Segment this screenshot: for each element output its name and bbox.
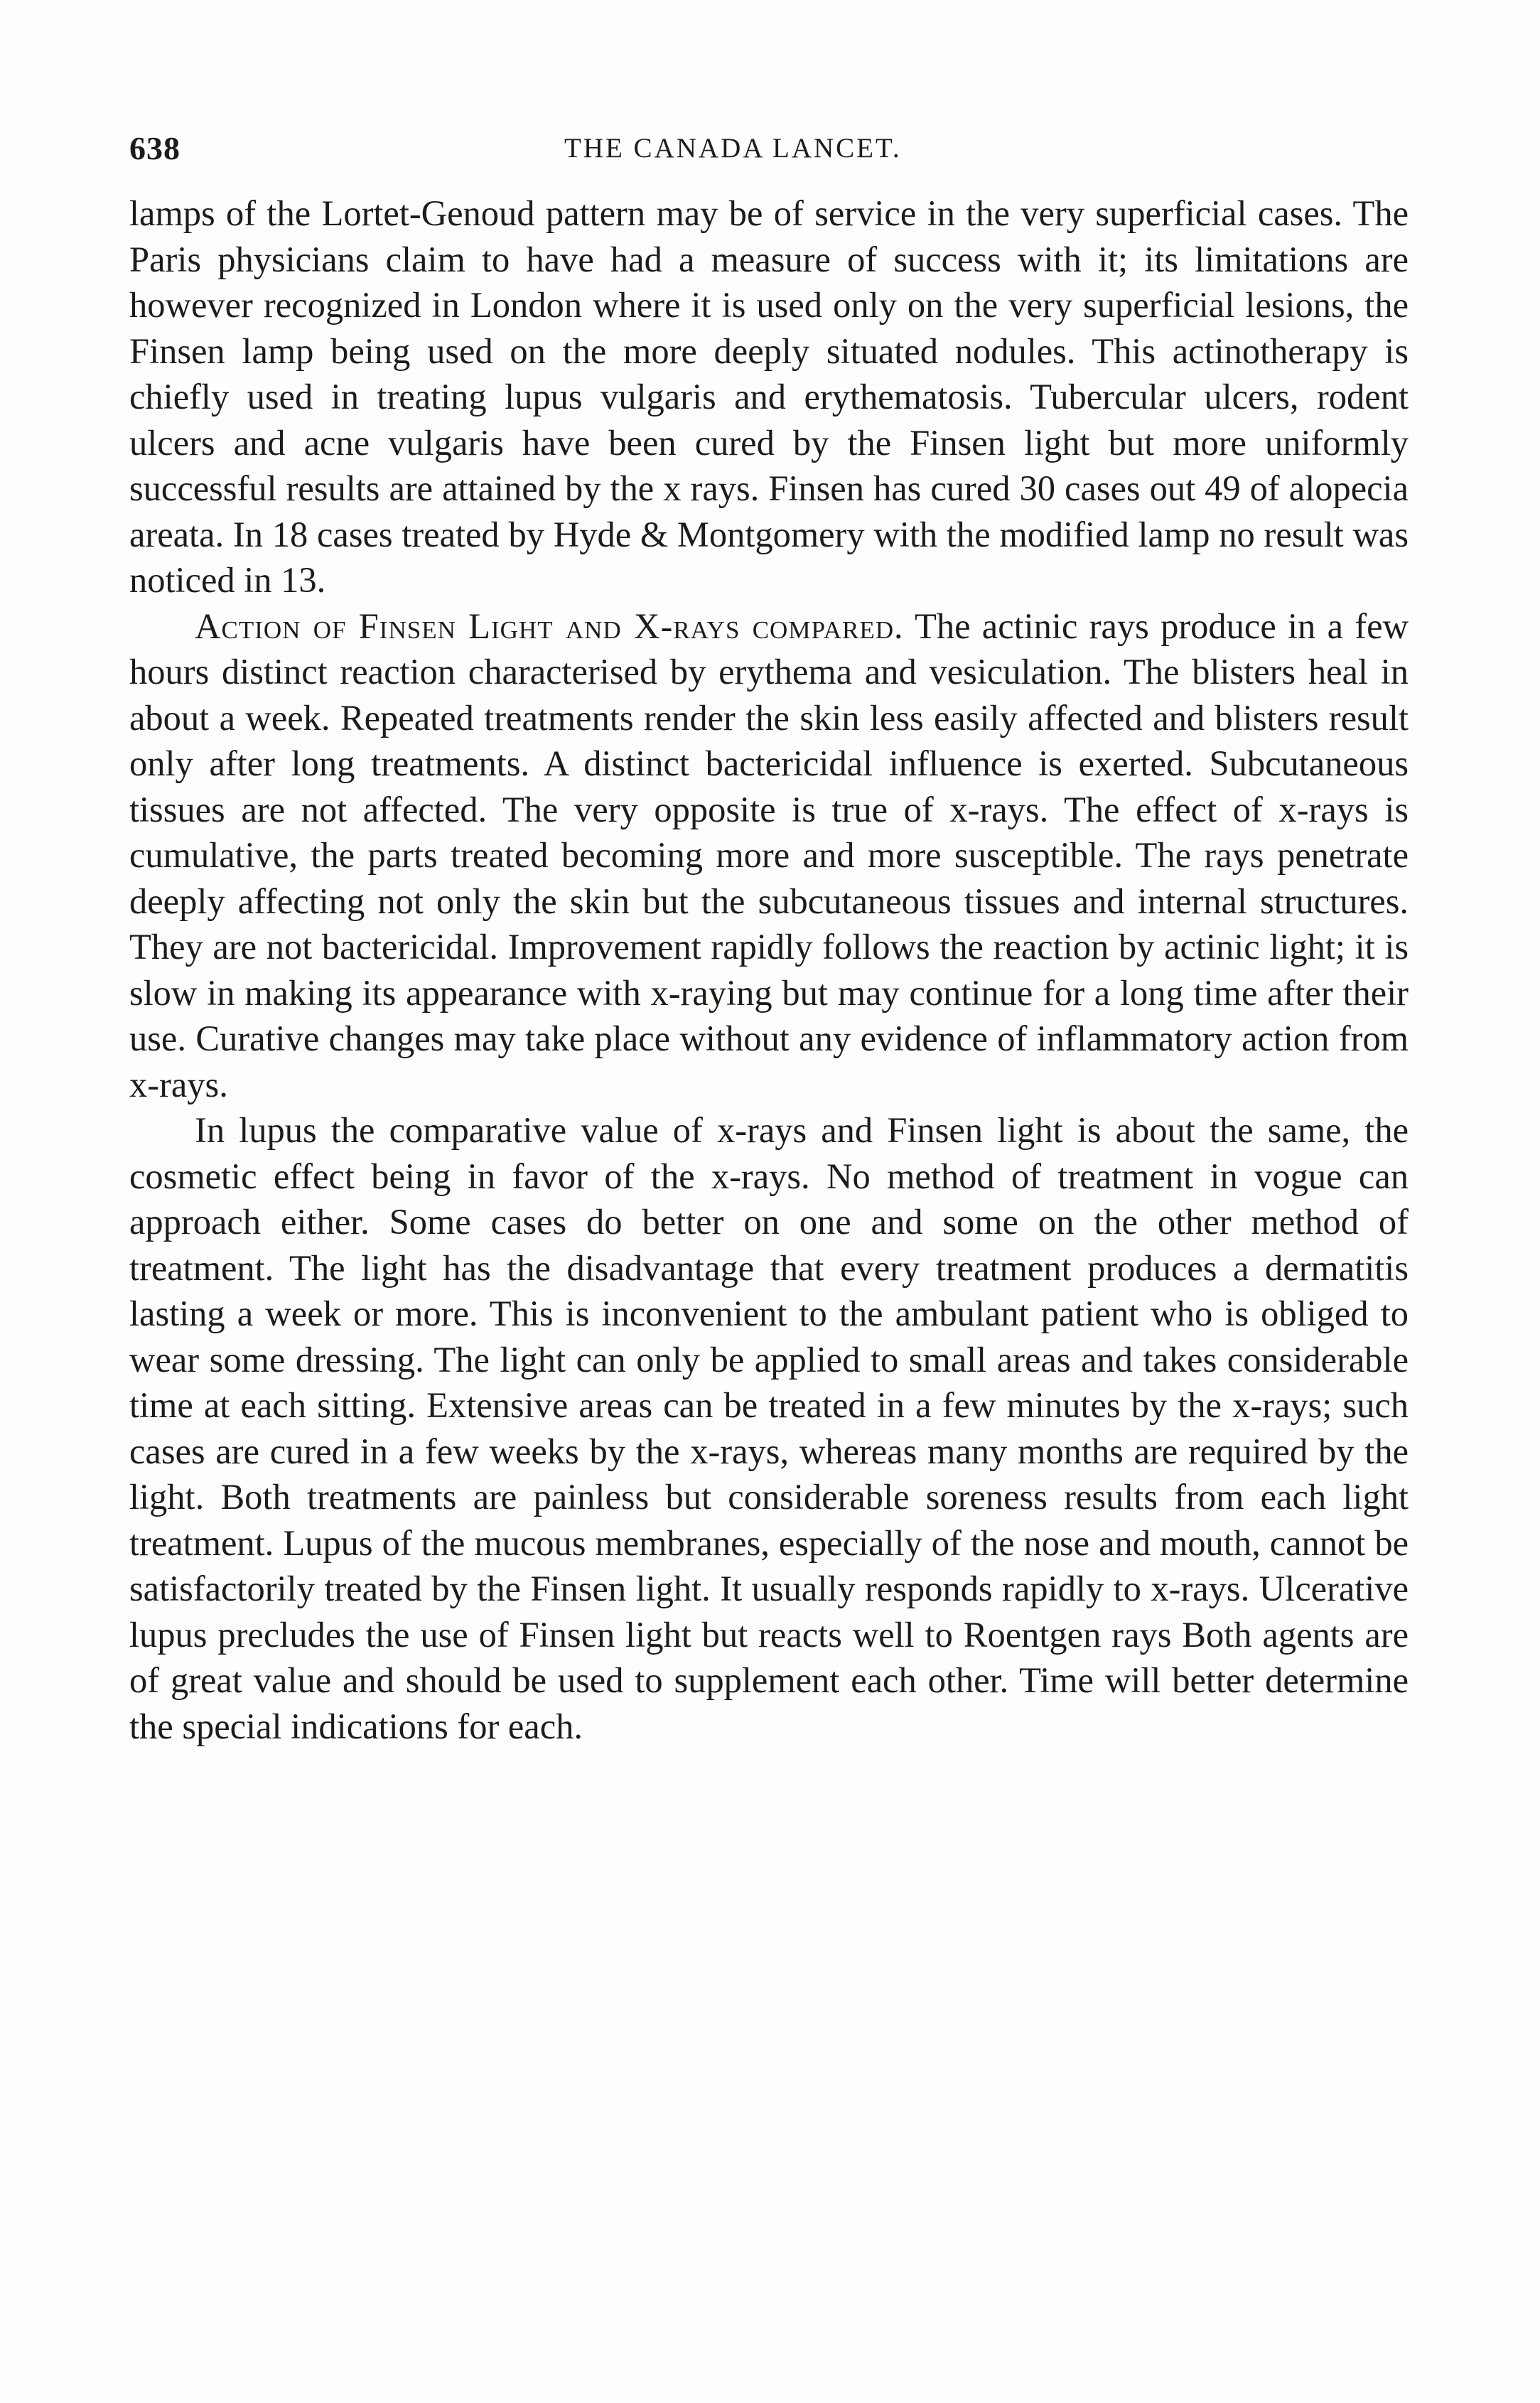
paragraph-text: In lupus the comparative value of x-rays and Finsen light is about the same, the cosmetic effect being in favor of the x-rays. No method of treatment in vogue can approach either. Some cases do better on one and some on the other method of treatment. The light has the disadvantage that every treatment produces a dermatitis lasting a week or more. This is inconvenient to the ambulant patient who is obliged to wear some dressing. The light can only be applied to small areas and takes considerable time at each sitting. Extensive areas can be treated in a few minutes by the x-rays; such cases are cured in a few weeks by the x-rays, whereas many months are required by the light. Both treatments are painless but considerable soreness results from each light treatment. Lupus of the mucous membranes, especially of the nose and mouth, cannot be satisfactorily treated by the Finsen light. It usually responds rapidly to x-rays. Ulcerative lupus precludes the use of Finsen light but reacts well to Roentgen rays Both agents are of great value and should be used to supplement each other. Time will better determine the special indications for each. (129, 1110, 1409, 1746)
section-heading: Action of Finsen Light and X-rays compared. (195, 606, 904, 646)
paragraph-action-comparison (129, 603, 1409, 1108)
paragraph-text: The actinic rays produce in a few hours distinct reaction characterised by erythema and vesiculation. The blisters heal in about a week. Repeated treatments render the skin less easily affected and blisters result only after long treatments. A distinct bactericidal influence is exerted. Subcutaneous tissues are not affected. The very opposite is true of x-rays. The effect of x-rays is cumulative, the parts treated becoming more and more susceptible. The rays penetrate deeply affecting not only the skin but the subcutaneous tissues and internal structures. They are not bactericidal. Improvement rapidly follows the reaction by actinic light; it is slow in making its appearance with x-raying but may continue for a long time after their use. Curative changes may take place without any evidence of inflammatory action from x-rays. (129, 606, 1409, 1104)
paragraph-text: lamps of the Lortet-Genoud pattern may be of service in the very superficial cases. The Paris physicians claim to have had a measure of success with it; its limitations are however recognized in London where it is used only on the very superficial lesions, the Finsen lamp being used on the more deeply situated nodules. This actinotherapy is chiefly used in treating lupus vulgaris and erythematosis. Tubercular ulcers, rodent ulcers and acne vulgaris have been cured by the Finsen light but more uniformly successful results are attained by the x rays. Finsen has cured 30 cases out 49 of alopecia areata. In 18 cases treated by Hyde & Montgomery with the modified lamp no result was noticed in 13. (129, 193, 1409, 600)
paragraph-continuation (129, 190, 1409, 603)
page-number: 638 (129, 130, 181, 166)
article-body (129, 190, 1409, 1749)
paragraph-lupus-comparison (129, 1107, 1409, 1749)
running-head: THE CANADA LANCET. (564, 133, 902, 163)
page-header (129, 129, 1409, 172)
